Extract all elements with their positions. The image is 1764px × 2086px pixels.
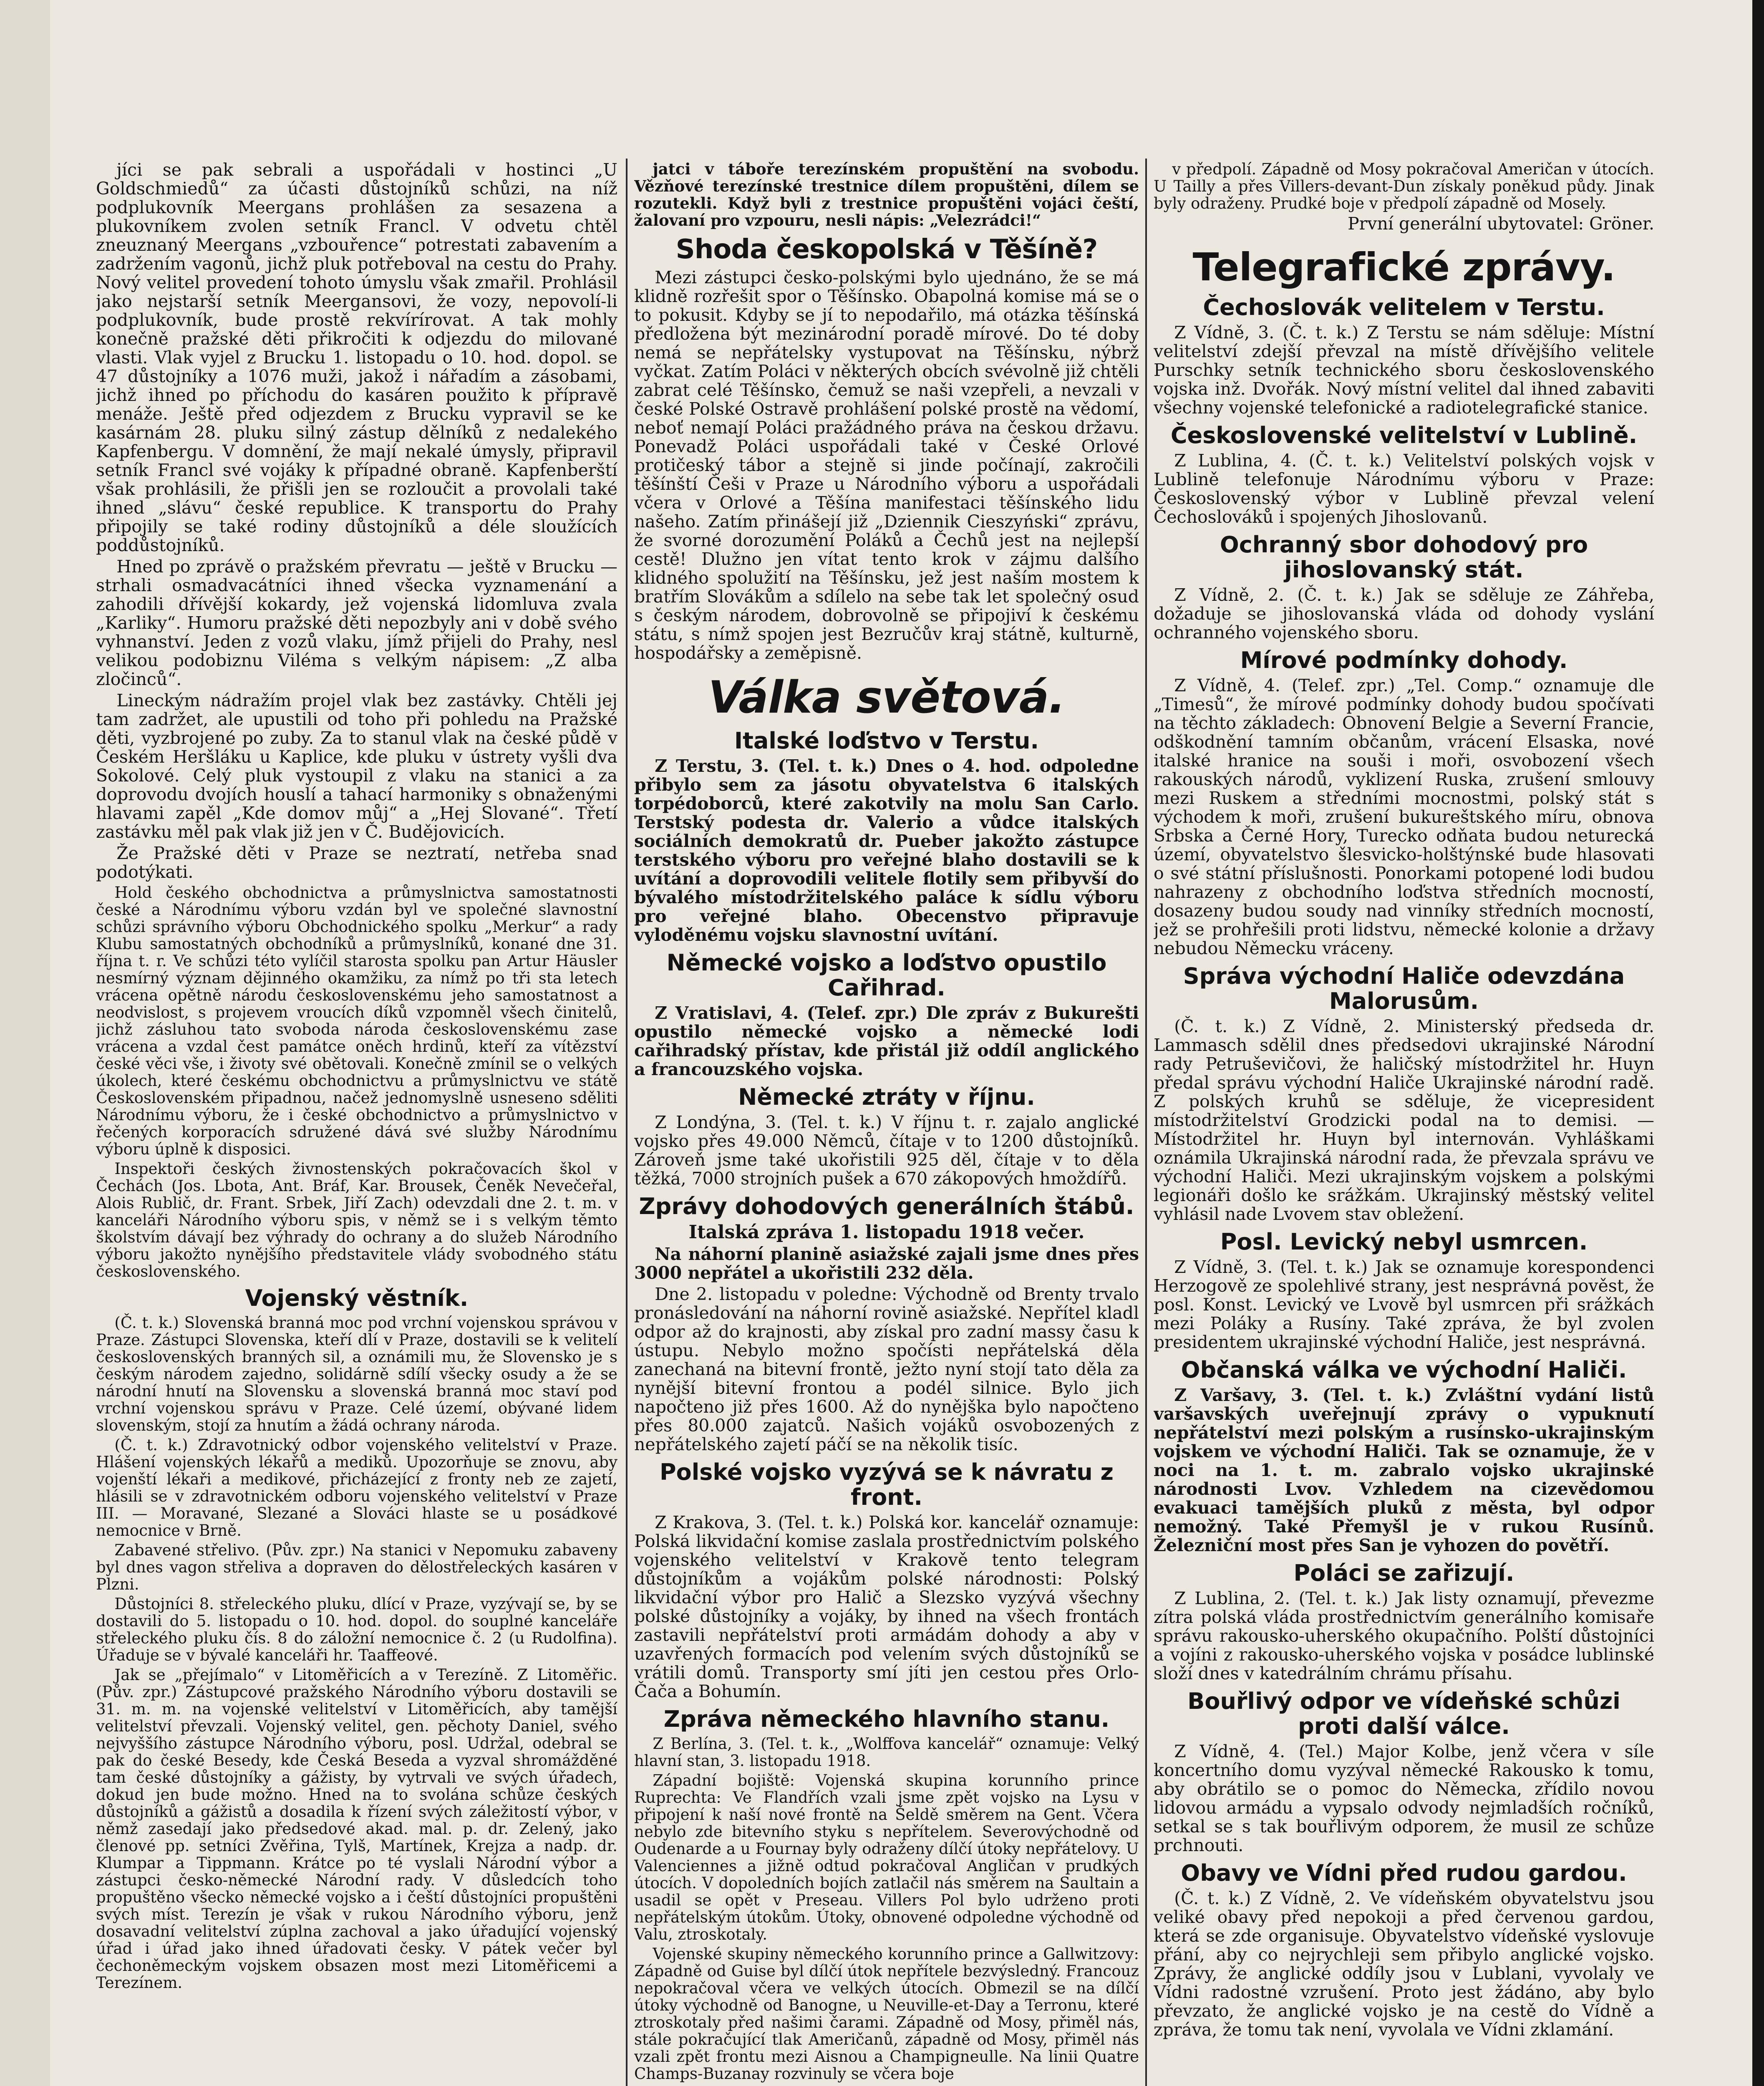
article-text: Z Krakova, 3. (Tel. t. k.) Polská kor. kancelář oznamuje: Polská likvidační komise zaslala prostřednictvím polského vojenského velitelství v Krakově tento telegram důstojníkům a vojákům polské národnosti: Polský likvidační výbor pro Halič a Slezsko vyzývá všechny polské důstojníky a vojáky, by ihned na všech frontách zastavili nepřátelství proti armádám dohody a aby v uzavřených formacích pod velením svých důstojníků se vrátili domů. Transporty smí jíti jen cestou přes Orlo-Čača a Bohumín. bbox=[634, 1512, 1139, 1701]
article-text: Z Terstu, 3. (Tel. t. k.) Dnes o 4. hod. odpoledne přibylo sem za jásotu obyvatelstva 6 italských torpédoborců, které zakotvily na molu San Carlo. Terstský podesta dr. Valerio a vůdce italských sociálních demokratů dr. Pueber jakožto zástupce terstského výboru pro veřejné blaho dostavili se k uvítání a doprovodili velitele flotily sem přibyvší do bývalého místodržitelského paláce k sídlu výboru pro veřejné blaho. Obecenstvo připravuje vyloděnému vojsku slavnostní uvítání. bbox=[634, 756, 1139, 945]
article-headline: Posl. Levický nebyl usmrcen. bbox=[1220, 1229, 1588, 1255]
article-text: Hned po zprávě o pražském převratu — ještě v Brucku — strhali osmadvacátníci ihned všecka vyznamenání a zahodili dřívější kokardy, jež vojenská lidomluva zvala „Karliky“. Humoru pražské děti nepozbyly ani v době svého vyhnanství. Jeden z vozů vlaku, jímž přijeli do Prahy, nesl velikou podobiznu Viléma s velkým nápisem: „Z alba zločinců“. bbox=[96, 557, 617, 689]
article-headline: Německé ztráty v říjnu. bbox=[738, 1084, 1035, 1110]
column-rule-2 bbox=[1145, 159, 1147, 2086]
article-text: Že Pražské děti v Praze se neztratí, netřeba snad podotýkati. bbox=[96, 843, 617, 882]
news-item: Jak se „přejímalo“ v Litoměřicích a v Terezíně. Z Litoměřic. (Pův. zpr.) Zástupcové pražského Národního výboru dostavili se 31. m. m. na vojenské velitelství v Litoměřicích, aby tamější velitelství převzali. Vojenský velitel, gen. pěchoty Daniel, svého nejvyššího zástupce Národního výboru, posl. Udržal, odebral se pak do české Besedy, kde Česká Beseda a vyzval shromážděné tam české důstojníky a gážisty, by vytrvali ve svých úřadech, dokud jen bude možno. Hned na to svolána schůze českých důstojníků a gážistů a dosadila k řízení svých záležitostí výbor, v němž zasedají jako předsedové akad. mal. p. dr. Zelený, jako členové pp. setníci Zvěřina, Tylš, Martínek, Krejza a nadp. dr. Klumpar a Tippmann. Krátce po té vyslali Národní výbor a zástupci česko-německé Národní rady. V důsledcích toho propuštěno všecko německé vojsko a i čeští důstojníci propuštěni svých míst. Terezín je však v rukou Národního výboru, jenž dosavadní velitelství zúplna zachoval a jako úřadující vojenský úřad i úřad jako ihned úřadovati česky. V pátek večer byl čechoněmeckým vojskem obsazen most mezi Litoměřicemi a Terezínem. bbox=[96, 1666, 617, 1992]
article-text: Z Vratislavi, 4. (Telef. zpr.) Dle zpráv z Bukurešti opustilo německé vojsko a německé lodi cařihradský přístav, kde přistál již oddíl anglického a francouzského vojska. bbox=[634, 1003, 1139, 1079]
news-item: (Č. t. k.) Zdravotnický odbor vojenského velitelství v Praze. Hlášení vojenských lékařů a mediků. Upozorňuje se znovu, aby vojenští lékaři a medikové, přicházející z fronty neb ze zajetí, hlásili se v zdravotnickém odboru vojenského velitelství v Praze III. — Moravané, Slezané a Slováci hlaste se u posádkové nemocnice v Brně. bbox=[96, 1436, 617, 1539]
article-headline: Čechoslovák velitelem v Terstu. bbox=[1203, 294, 1605, 320]
article-text: Z Varšavy, 3. (Tel. t. k.) Zvláštní vydání listů varšavských uveřejnují zprávy o vypuknutí nepřátelství mezi polským a rusínsko-ukrajinským vojskem ve východní Haliči. Tak se oznamuje, že v noci na 1. t. m. zabralo vojsko ukrajinské národnosti Lvov. Vzhledem na cizevědomou evakuaci tamějších pluků z města, byl odpor nemožný. Také Přemyšl je v rukou Rusínů. Železniční most přes San je vyhozen do povětří. bbox=[1154, 1385, 1654, 1555]
article-headline: Obavy ve Vídni před rudou gardou. bbox=[1181, 1860, 1627, 1886]
news-item: Inspektoři českých živnostenských pokračovacích škol v Čechách (Jos. Lbota, Ant. Bráf, Kar. Brousek, Čeněk Nevečeřal, Alois Rublič, dr. Frant. Srbek, Jiří Zach) odevzdali dne 2. t. m. v kanceláři Národního výboru spis, v němž se i s velkým těmto školstvím dávají bez výhrady do ochrany a do služeb Národního výboru jakožto nynějšího představitele vlády svobodného státu československého. bbox=[96, 1160, 617, 1280]
article-headline: Občanská válka ve východní Haliči. bbox=[1181, 1357, 1627, 1383]
article-headline: Zpráva německého hlavního stanu. bbox=[663, 1706, 1110, 1732]
article-headline: Československé velitelství v Lublině. bbox=[1170, 422, 1638, 448]
article-headline: Správa východní Haliče odevzdána Malorusům. bbox=[1183, 963, 1625, 1014]
article-text: Z Lublina, 2. (Tel. t. k.) Jak listy oznamují, převezme zítra polská vláda prostřednictvím generálního komisaře správu rakousko-uherského okupačního. Polští důstojníci a vojíni z rakousko-uherského vojska v posádce lublinské složí dnes v katedrálním chrámu přísahu. bbox=[1154, 1588, 1654, 1683]
article-headline: Polské vojsko vyzývá se k návratu z front. bbox=[660, 1459, 1114, 1510]
news-item: (Č. t. k.) Slovenská branná moc pod vrchní vojenskou správou v Praze. Zástupci Slovenska, kteří dlí v Praze, dostavili se k velitelí československých branných sil, a oznámili mu, že Slovensko je s českým národem zajedno, solidárně sdílí všecky osudy a že se národní hnutí na Slovensku a slovenská branná moc staví pod vrchní vojenskou správu v Praze. Celé území, obývané lidem slovenským, stojí za hnutím a žádá ochrany národa. bbox=[96, 1314, 617, 1434]
article-text: Z Vídně, 2. (Č. t. k.) Jak se sděluje ze Záhřeba, dožaduje se jihoslovanská vláda od dohody vyslání ochranného vojenského sboru. bbox=[1154, 585, 1654, 642]
news-item: Hold českého obchodnictva a průmyslnictva samostatnosti české a Národnímu výboru vzdán byl ve společné slavnostní schůzi správního výboru Obchodnického spolku „Merkur“ a rady Klubu samostatných obchodníků a průmyslníků, konané dne 31. října t. r. Ve schůzi této vylíčil starosta spolku pan Artur Häusler nesmírný význam dějinného okamžiku, za nímž po tři sta letech vrácena opětně národu československému jeho samostatnost a neodvislost, s projevem vroucích díků vzpomněl všech činitelů, jichž zásluhou tato svoboda národa československému zase vrácena a vzdal čest památce oněch hrdinů, kteří za vítězství české věci vše, i životy své obětovali. Konečně zmínil se o velkých úkolech, které českému obchodnictvu a průmyslnictvu ve státě Československém připadnou, načež jednomyslně usneseno sděliti Národnímu výboru, že i české obchodnictvo a průmyslnictvo v řečených korporacích sdružené dává své služby Národnímu výboru úplně k disposici. bbox=[96, 884, 617, 1158]
article-text: Západní bojiště: Vojenská skupina korunního prince Ruprechta: Ve Flandřích vzali jsme zpět vojsko na Lysu v připojení k naší nové frontě na Šeldě směrem na Gent. Včera nebylo zde bitevního styku s nepřítelem. Severovýchodně od Oudenarde a u Fournay byly odraženy dílčí útoky nepřátelovy. U Valenciennes a jižně odtud pokračoval Angličan v prudkých útocích. V dopoledních bojích zatlačil nás směrem na Saultain a usadil se opět v Preseau. Villers Pol bylo udrženo proti nepřátelským útokům. Útoky, obnovené odpoledne východně od Valu, ztroskotaly. bbox=[634, 1771, 1139, 1943]
article-headline: Poláci se zařizují. bbox=[1293, 1560, 1515, 1586]
article-text: Lineckým nádražím projel vlak bez zastávky. Chtěli jej tam zadržet, ale upustili od toho při pohledu na Pražské děti, vyzbrojené po zuby. Za to stanul vlak na české půdě v Českém Heršláku u Kaplice, kde pluku v ústrety vyšli dva Sokolové. Celý pluk vystoupil z vlaku na stanici a za doprovodu dvojích houslí a tahací harmoniky s obnaženými hlavami zapěl „Kde domov můj“ a „Hej Slované“. Třetí zastávku měl pak vlak již jen v Č. Budějovicích. bbox=[96, 690, 617, 842]
article-text: Z Vídně, 4. (Tel.) Major Kolbe, jenž včera v síle koncertního domu vyzýval německé Rakousko k tomu, aby obrátilo se o pomoc do Německa, zřídilo novou lidovou armádu a vypsalo odvody nejmladších ročníků, setkal se s tak bouřlivým odporem, že musil ze schůze prchnouti. bbox=[1154, 1741, 1654, 1855]
column-rule-1 bbox=[626, 159, 627, 2086]
column-1 bbox=[96, 161, 617, 2086]
article-text: Z Vídně, 3. (Tel. t. k.) Jak se oznamuje korespondenci Herzogově ze spolehlivé strany, jest nesprávná pověst, že posl. Konst. Levický ve Lvově byl usmrcen při srážkách mezi Poláky a Rusíny. Také zpráva, že byl zvolen presidentem ukrajinské východní Haliče, jest nesprávná. bbox=[1154, 1257, 1654, 1352]
article-text: v předpolí. Západně od Mosy pokračoval Američan v útocích. U Tailly a přes Villers-devant-Dun získaly poněkud půdy. Jinak byly odraženy. Prudké boje v předpolí západně od Mosely. bbox=[1154, 161, 1654, 212]
article-text: Dne 2. listopadu v poledne: Východně od Brenty trvalo pronásledování na náhorní rovině asiažské. Nepřítel kladl odpor až do krajnosti, aby získal pro zadní massy času k ústupu. Nebylo možno spočísti nepřátelská děla zanechaná na bitevní frontě, ježto nyní stojí tato děla za nynější bitevní frontou a podél silnice. Bylo jich napočteno již přes 1600. Až do nynějška bylo napočteno přes 80.000 zajatců. Našich vojáků osvobozených z nepřátelského zajetí páčí se na několik tisíc. bbox=[634, 1284, 1139, 1454]
article-headline: Mírové podmínky dohody. bbox=[1240, 647, 1568, 673]
page-right-border bbox=[1752, 0, 1764, 2086]
column-3 bbox=[1154, 161, 1654, 2086]
article-headline: Italské loďstvo v Terstu. bbox=[734, 728, 1039, 754]
section-headline: Válka světová. bbox=[708, 672, 1065, 723]
section-headline: Telegrafické zprávy. bbox=[1192, 245, 1615, 290]
article-text: Z Londýna, 3. (Tel. t. k.) V říjnu t. r. zajalo anglické vojsko přes 49.000 Němců, čítaje v to 1200 důstojníků. Zároveň jsme také ukořistili 925 děl, čítaje v to děla těžká, 7000 strojních pušek a 670 zákopových hmoždířů. bbox=[634, 1112, 1139, 1189]
article-text: Z Vídně, 4. (Telef. zpr.) „Tel. Comp.“ oznamuje dle „Timesů“, že mírové podmínky dohody budou spočívati na těchto základech: Obnovení Belgie a Severní Francie, odškodnění tamním občanům, vrácení Elsaska, nové italské hranice na souši i moři, osvobození všech rakouských národů, vyklizení Ruska, zrušení smlouvy mezi Ruskem a středními mocnostmi, polský stát s východem k moři, zrušení bukureštského míru, obnova Srbska a Černé Hory, Turecko odňata budou neturecká území, obyvatelstvo šlesvicko-holštýnské bude hlasovati o své státní příslušnosti. Ponorkami potopené lodi budou nahrazeny z obchodního loďstva středních mocností, dosazeny budou soudy nad vinníky středních mocností, jež se prohřešili proti lidstvu, německé kolonie a državy nebudou Německu vráceny. bbox=[1154, 675, 1654, 958]
article-text: Mezi zástupci česko-polskými bylo ujednáno, že se má klidně rozřešit spor o Těšínsko. Obapolná komise má se o to pokusit. Kdyby se jí to nepodařilo, má otázka těšínská předložena být mezinárodní poradě mírové. Do té doby nemá se nepřátelsky vystupovat na Těšínsku, nýbrž vyčkat. Zatím Poláci v některých obcích svévolně již chtěli zabrat celé Těšínsko, čemuž se naši vzepřeli, a nevzali v české Polské Ostravě prohlášení polské prostě na vědomí, neboť nemají Poláci pražádného práva na českou državu. Ponevadž Poláci uspořádali také v České Orlové protičeský tábor a stejně si jinde počínají, zakročili těšínští Češi v Praze u Národního výboru a uspořádali včera v Orlové a Těšína manifestaci těšínského lidu našeho. Zatím přinášejí již „Dziennik Cieszyński“ zprávu, že svorné dorozumění Poláků a Čechů jest na nejlepší cestě! Dlužno jen vítat tento krok v zájmu dalšího klidného spolužití na Těšínsku, jež jest naším mostem k bratřím Slovákům a sdílelo na sebe tak let společný osud s českým národem, dobrovolně se připojiví k českému státu, s nímž spojen jest Bezručův kraj státně, kulturně, hospodářsky a zeměpisně. bbox=[634, 267, 1139, 663]
article-headline: Shoda českopolská v Těšíně? bbox=[675, 234, 1098, 265]
article-text: Z Lublina, 4. (Č. t. k.) Velitelství polských vojsk v Lublině telefonuje Národnímu výboru v Praze: Československý výbor v Lublině převzal velení Čechoslováků i spojených Jihoslovanů. bbox=[1154, 451, 1654, 527]
section-heading: Vojenský věstník. bbox=[245, 1285, 469, 1311]
news-item: Důstojníci 8. střeleckého pluku, dlící v Praze, vyzývají se, by se dostavili do 5. listopadu o 10. hod. dopol. do souplné kanceláře střeleckého pluku čís. 8 do záložní nemocnice č. 2 (u Rudolfina). Úřaduje se v bývalé kanceláři hr. Taaffeové. bbox=[96, 1595, 617, 1664]
news-item: Zabavené střelivo. (Pův. zpr.) Na stanici v Nepomuku zabaveny byl dnes vagon střeliva a dopraven do dělostřeleckých kasáren v Plzni. bbox=[96, 1541, 617, 1593]
article-text: jíci se pak sebrali a uspořádali v hostinci „U Goldschmiedů“ za účasti důstojníků schůzi, na níž podplukovník Meergans prohlášen za sesazena a plukovníkem zvolen setník Francl. V odvetu chtěl zneuznaný Meergans „vzbouřence“ potrestati zabavením a zadržením vagonů, jichž pluk potřeboval na cestu do Prahy. Nový velitel provedení tohoto úmyslu však zmařil. Prohlásil jako nejstarší setník Meergansovi, že vozy, nepovolí-li podplukovník, bude prostě rekvírírovat. A tak mohly konečně pražské děti přikročiti k odjezdu do milované vlasti. Vlak vyjel z Brucku 1. listopadu o 10. hod. dopol. se 47 důstojníky a 1076 muži, jakož i nářadím a zásobami, jichž ihned po příchodu do kasáren použito k přípravě menáže. Ještě před odjezdem z Brucku vypravil se ke kasárnám 28. pluku silný zástup dělníků z nedalekého Kapfenbergu. V domnění, že mají nekalé úmysly, připravil setník Francl své vojáky k případné obraně. Kapfenberští však prohlásili, že přišli jen se rozloučit a provolali také ihned „slávu“ české republice. K transportu do Prahy připojily se také rodiny důstojníků a déle sloužících poddůstojníků. bbox=[96, 161, 617, 555]
signature-line: První generální ubytovatel: Gröner. bbox=[1348, 214, 1654, 234]
column-2 bbox=[634, 161, 1139, 2086]
article-text: Vojenské skupiny německého korunního prince a Gallwitzovy: Západně od Guise byl dílčí útok nepřítele bezvýsledný. Francouz nepokračoval včera ve velkých útocích. Obmezil se na dílčí útoky východně od Banogne, u Neuville-et-Day a Terronu, které ztroskotaly před našimi čarami. Západně od Mosy, přiměl nás, stále pokračující tlak Američanů, západně od Mosy, přiměl nás vzali zpět frontu mezi Aisnou a Champigneulle. Na linii Quatre Champs-Buzanay rozvinuly se včera boje bbox=[634, 1945, 1139, 2083]
article-headline: Ochranný sbor dohodový pro jihoslovanský stát. bbox=[1220, 532, 1588, 583]
article-text: Z Vídně, 3. (Č. t. k.) Z Terstu se nám sděluje: Místní velitelství zdejší převzal na místě dřívějšího velitele Purschky setník technického sboru československého vojska inž. Dvořák. Nový místní velitel dal ihned zabaviti všechny vojenské telefonické a radiotelegrafické stanice. bbox=[1154, 322, 1654, 418]
article-text: (Č. t. k.) Z Vídně, 2. Ministerský předseda dr. Lammasch sdělil dnes předsedovi ukrajinské Národní rady Petruševičovi, že haličský místodržitel hr. Huyn předal správu východní Haliče Ukrajinské národní radě. Z polských kruhů se sděluje, že vicepresident místodržitelství Grodzicki podal na to demisi. — Místodržitel hr. Huyn byl internován. Vyhláškami oznámila Ukrajinská národní rada, že převzala správu ve východní Haliči. Mezi ukrajinským vojskem a polskými legionáři došlo ke srážkám. Ukrajinský městský velitel vyhlásil nade Lvovem stav obležení. bbox=[1154, 1016, 1654, 1224]
article-headline: Německé vojsko a loďstvo opustilo Cařihrad. bbox=[666, 950, 1107, 1001]
article-headline: Bouřlivý odpor ve vídeňské schůzi proti další válce. bbox=[1187, 1688, 1620, 1739]
article-text: Z Berlína, 3. (Tel. t. k., „Wolffova kancelář“ oznamuje: Velký hlavní stan, 3. listopadu 1918. bbox=[634, 1735, 1139, 1770]
page-left-margin bbox=[0, 0, 50, 2086]
article-text: Na náhorní planině asiažské zajali jsme dnes přes 3000 nepřátel a ukořistili 232 děla. bbox=[634, 1244, 1139, 1283]
article-subheadline: Italská zpráva 1. listopadu 1918 večer. bbox=[688, 1222, 1085, 1243]
article-headline: Zprávy dohodových generálních štábů. bbox=[639, 1193, 1134, 1219]
article-text: (Č. t. k.) Z Vídně, 2. Ve vídeňském obyvatelstvu jsou veliké obavy před nepokoji a před červenou gardou, která se zde organisuje. Obyvatelstvo vídeňské vyslovuje přání, aby co nejrychleji sem přibylo anglické vojsko. Zprávy, že anglické oddíly jsou v Lublani, vyvolaly ve Vídni radostné vzrušení. Proto jest žádáno, aby bylo převzato, že anglické vojsko je na cestě do Vídně a zpráva, že tomu tak není, vyvolala ve Vídni zklamání. bbox=[1154, 1888, 1654, 2040]
news-item: jatci v táboře terezínském propuštění na svobodu. Vězňové terezínské trestnice dílem propuštěni, dílem se rozutekli. Když byli z trestnice propuštěni vojáci čeští, žalovaní pro vzpouru, nesli nápis: „Velezrádci!“ bbox=[634, 161, 1139, 229]
